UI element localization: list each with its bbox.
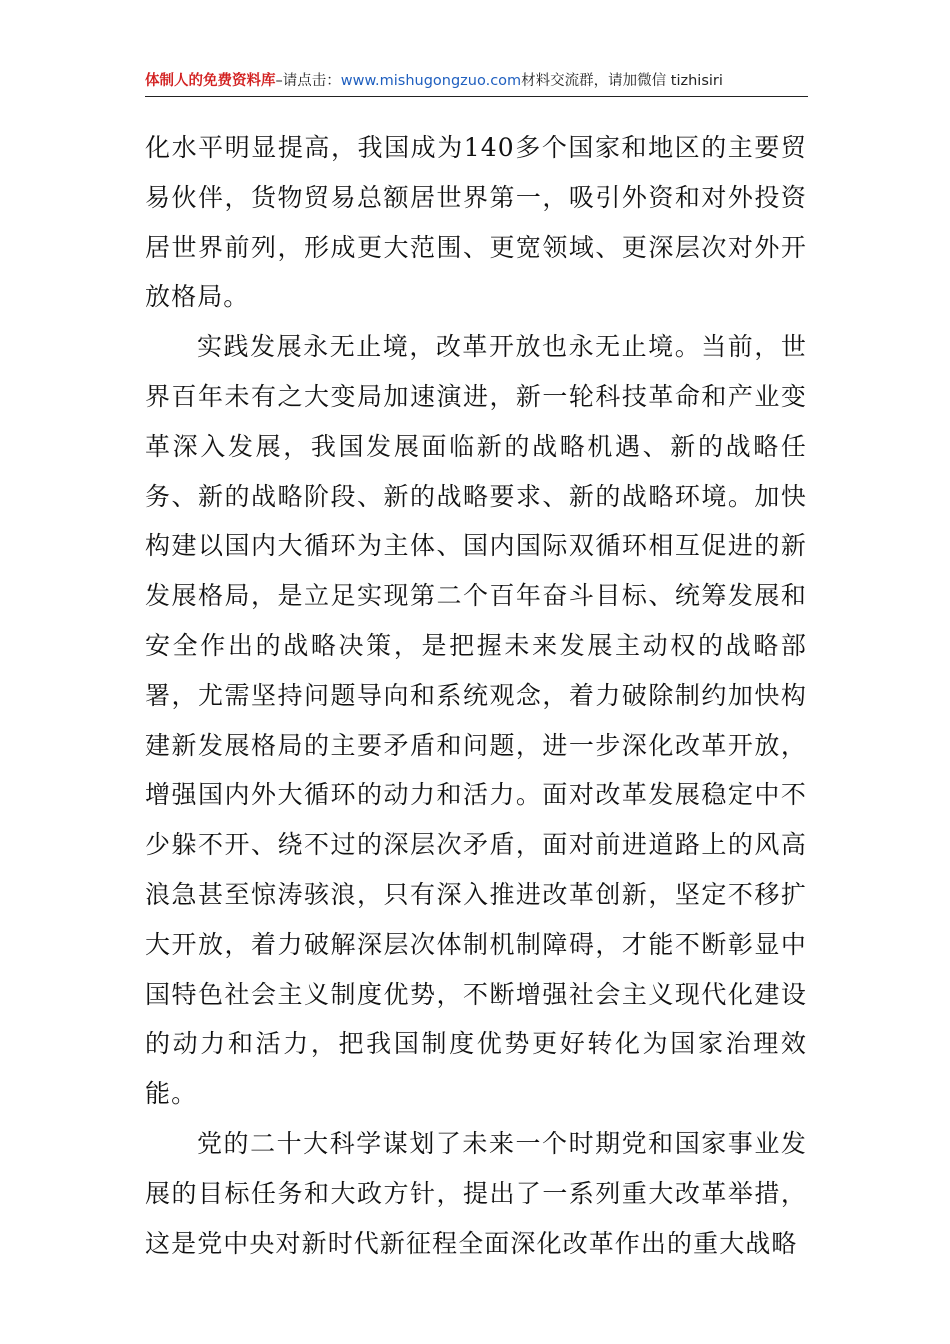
document-body: [145, 123, 807, 1268]
paragraph-twentieth-congress: 党的二十大科学谋划了未来一个时期党和国家事业发展的目标任务和大政方针，提出了一系列重大改革举措，这是党中央对新时代新征程全面深化改革作出的重大战略: [145, 1128, 807, 1258]
header-brand: 体制人的免费资料库: [145, 73, 276, 89]
paragraph-reform-development: 实践发展永无止境，改革开放也永无止境。当前，世界百年未有之大变局加速演进，新一轮科技革命和产业变革深入发展，我国发展面临新的战略机遇、新的战略任务、新的战略阶段、新的战略要求、新的战略环境。加快构建以国内大循环为主体、国内国际双循环相互促进的新发展格局，是立足实现第二个百年奋斗目标、统筹发展和安全作出的战略决策，是把握未来发展主动权的战略部署，尤需坚持问题导向和系统观念，着力破除制约加快构建新发展格局的主要矛盾和问题，进一步深化改革开放，增强国内外大循环的动力和活力。面对改革发展稳定中不少躲不开、绕不过的深层次矛盾，面对前进道路上的风高浪急甚至惊涛骇浪，只有深入推进改革创新，坚定不移扩大开放，着力破解深层次体制机制障碍，才能不断彰显中国特色社会主义制度优势，不断增强社会主义现代化建设的动力和活力，把我国制度优势更好转化为国家治理效能。: [145, 332, 807, 1109]
header-prompt: –请点击：: [275, 73, 341, 89]
header-contact-text: 材料交流群，请加微信 tizhisiri: [521, 73, 723, 89]
page-header: [145, 70, 808, 97]
header-url-link[interactable]: www.mishugongzuo.com: [340, 73, 522, 89]
paragraph-continuation: 化水平明显提高，我国成为140多个国家和地区的主要贸易伙伴，货物贸易总额居世界第一，吸引外资和对外投资居世界前列，形成更大范围、更宽领域、更深层次对外开放格局。: [145, 133, 807, 312]
